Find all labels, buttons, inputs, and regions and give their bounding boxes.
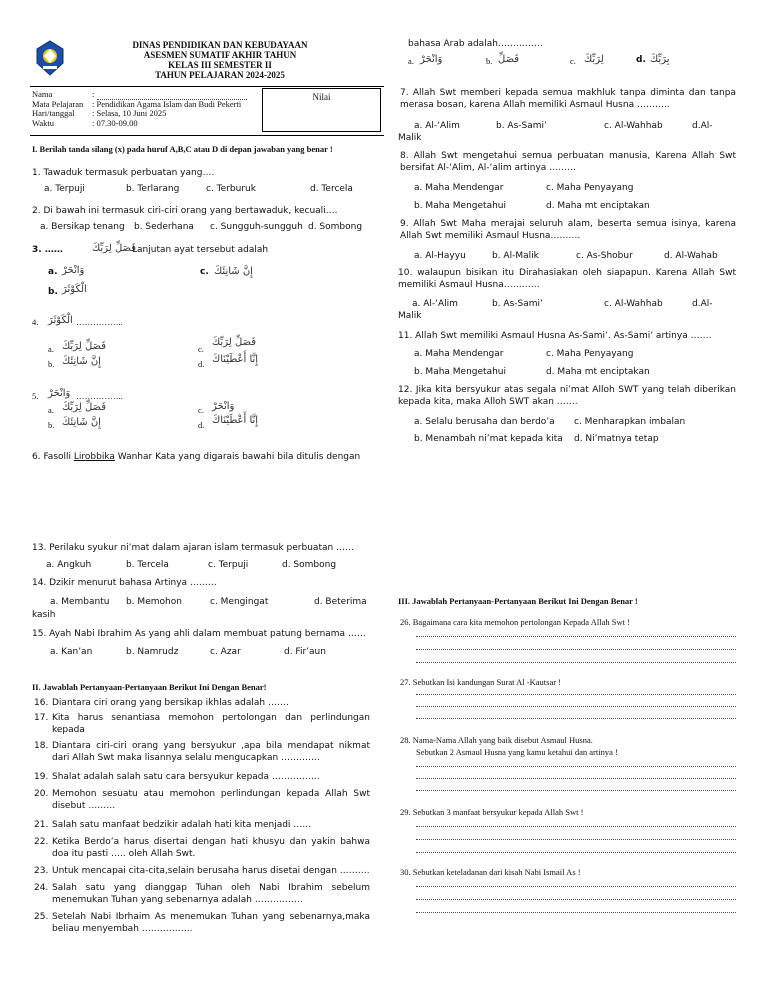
q4-option-a[interactable]: a.: [48, 344, 54, 354]
essay-text: Memohon sesuatu atau memohon perlindungan kepada Allah Swt disebut ………: [52, 789, 370, 811]
essay-item: [34, 883, 370, 912]
question-5-number: 5.: [32, 391, 39, 401]
q1-option-d[interactable]: d. Tercela: [310, 184, 353, 194]
q10-option-d-cont: Malik: [398, 311, 422, 321]
q11-option-a[interactable]: a. Maha Mendengar: [414, 349, 504, 359]
question-29: 29. Sebutkan 3 manfaat bersyukur kepada Allah Swt !: [400, 807, 584, 817]
question-26: 26. Bagaimana cara kita memohon pertolongan Kepada Allah Swt !: [400, 617, 630, 627]
q7-option-c[interactable]: c. Al-Wahhab: [604, 121, 663, 131]
q15-option-a[interactable]: a. Kan’an: [50, 647, 93, 657]
question-8: 8. Allah Swt mengetahui semua perbuatan manusia, Karena Allah Swt bersifat Al-‘Alim, Al-‘alim artinya ………: [400, 151, 736, 173]
essay-text: Ketika Berdo’a harus disertai dengan hati khusyu dan yakin bahwa doa itu pasti ….. oleh Allah Swt.: [52, 837, 370, 859]
essay-item: [34, 713, 370, 741]
q4-option-b-arabic: إِنَّ شَانِئَكَ: [62, 356, 101, 367]
q9-option-b[interactable]: b. Al-Malik: [492, 251, 539, 261]
q10-option-b[interactable]: b. As-Sami’: [492, 299, 543, 309]
q7-option-b[interactable]: b. As-Sami’: [496, 121, 547, 131]
q14-option-c[interactable]: c. Mengingat: [210, 597, 269, 607]
answer-lines-27[interactable]: [416, 694, 736, 719]
q6-underlined-word: Lirobbika: [73, 452, 115, 462]
question-6-cont: bahasa Arab adalah……………: [408, 39, 543, 49]
q5-option-c[interactable]: c.: [198, 405, 204, 415]
essay-text: Salah satu manfaat bedzikir adalah hati kita menjadi ……: [52, 820, 312, 830]
question-4-number: 4.: [32, 317, 39, 327]
q6-option-a[interactable]: a.: [408, 56, 414, 66]
q14-option-b[interactable]: b. Memohon: [126, 597, 182, 607]
question-1: 1. Tawaduk termasuk perbuatan yang….: [32, 168, 215, 178]
q8-option-b[interactable]: b. Maha Mengetahui: [414, 201, 507, 211]
question-6: [32, 451, 360, 463]
answer-lines-29[interactable]: [416, 826, 736, 853]
q1-option-a[interactable]: a. Terpuji: [44, 184, 85, 194]
q4-option-b[interactable]: b.: [48, 359, 55, 369]
question-15: 15. Ayah Nabi Ibrahim As yang ahli dalam membuat patung bernama ……: [32, 629, 366, 639]
info-values: [92, 90, 247, 128]
q6-option-d-arabic: بِرَبِّكَ: [650, 54, 670, 65]
q6-option-d[interactable]: d.: [636, 55, 646, 65]
q4-option-c-arabic: فَصَلِّ لِرَبِّكَ: [212, 337, 256, 348]
hari-value: : Selasa, 10 Juni 2025: [92, 108, 167, 118]
essay-item: [34, 912, 370, 941]
q6-option-c[interactable]: c.: [570, 56, 576, 66]
essay-item: [34, 698, 370, 713]
q5-option-d[interactable]: d.: [198, 420, 205, 430]
nilai-box[interactable]: [262, 88, 381, 132]
essay-item: [34, 741, 370, 772]
q14-option-a[interactable]: a. Membantu: [50, 597, 110, 607]
q3-option-c[interactable]: c.: [200, 267, 209, 277]
answer-lines-30[interactable]: [416, 886, 736, 913]
q13-option-a[interactable]: a. Angkuh: [46, 560, 92, 570]
q4-blank: ……………..: [76, 317, 123, 327]
essay-number: 20.: [34, 789, 49, 799]
essay-number: 25.: [34, 912, 49, 922]
q5-option-b-arabic: إِنَّ شَانِئَكَ: [62, 417, 101, 428]
question-12: 12. Jika kita bersyukur atas segala ni’mat Alloh SWT yang telah diberikan kepada kita, maka Alloh SWT akan …….: [398, 385, 736, 407]
essay-text: Diantara ciri orang yang bersikap ikhlas adalah …….: [52, 698, 289, 708]
q6-option-b-arabic: فَصَلِّ: [498, 54, 520, 65]
q8-option-c[interactable]: c. Maha Penyayang: [546, 183, 634, 193]
section-3-title: III. Jawablah Pertanyaan-Pertanyaan Berikut Ini Dengan Benar !: [398, 596, 638, 606]
question-27: 27. Sebutkan Isi kandungan Surat Al -Kautsar !: [400, 677, 561, 687]
question-30: 30. Sebutkan keteladanan dari kisah Nabi Ismail As !: [400, 867, 581, 877]
question-14: 14. Dzikir menurut bahasa Artinya ………: [32, 578, 217, 588]
question-11: 11. Allah Swt memiliki Asmaul Husna As-Sami’. As-Sami’ artinya …….: [398, 331, 712, 341]
q2-option-c[interactable]: c. Sungguh-sungguh: [210, 222, 303, 232]
q9-option-d[interactable]: d. Al-Wahab: [664, 251, 718, 261]
q15-option-c[interactable]: c. Azar: [210, 647, 241, 657]
q10-option-c[interactable]: c. Al-Wahhab: [604, 299, 663, 309]
q6-option-c-arabic: لِرَبِّكَ: [584, 54, 604, 65]
question-2: 2. Di bawah ini termasuk ciri-ciri orang yang bertawaduk, kecuali….: [32, 206, 338, 216]
essay-text: Setelah Nabi Ibrhaim As menemukan Tuhan yang sebenarnya,maka beliau menyembah ……………..: [52, 912, 370, 934]
essay-number: 23.: [34, 866, 49, 876]
question-10: 10. walaupun bisikan itu Dirahasiakan oleh siapapun. Karena Allah Swt memiliki Asmaul Husna…………: [398, 268, 736, 290]
question-9: 9. Allah Swt Maha merajai seluruh alam, beserta semua isinya, karena Allah Swt memiliki Asmaul Husna……….: [400, 219, 736, 241]
essay-number: 16.: [34, 698, 49, 708]
question-3: Lanjutan ayat tersebut adalah: [132, 245, 269, 255]
info-labels: [32, 90, 83, 128]
q5-option-d-arabic: إِنَّا أَعْطَيْنَاكَ: [212, 415, 259, 426]
essay-number: 21.: [34, 820, 49, 830]
q13-option-c[interactable]: c. Terpuji: [208, 560, 249, 570]
q2-option-a[interactable]: a. Bersikap tenang: [40, 222, 125, 232]
q13-option-d[interactable]: d. Sombong: [282, 560, 337, 570]
section-1-title: I. Berilah tanda silang (x) pada huruf A,B,C atau D di depan jawaban yang benar !: [32, 144, 333, 154]
q3-option-b-arabic: الْكَوْثَرَ: [62, 284, 87, 295]
q14-option-d[interactable]: d. Beterima: [314, 597, 367, 607]
essay-item: [34, 789, 370, 820]
q2-option-b[interactable]: b. Sederhana: [134, 222, 194, 232]
q5-option-c-arabic: وَانْحَرْ: [212, 401, 235, 412]
q6-post: Wanhar Kata yang digarais bawahi bila ditulis dengan: [114, 452, 361, 462]
q3-arabic: فَصَلِّ لِرَبِّكَ: [92, 243, 136, 254]
q4-option-a-arabic: فَصَلِّ لِرَبِّكَ: [62, 341, 106, 352]
q11-option-d[interactable]: d. Maha mt enciptakan: [546, 367, 650, 377]
section-2-title: II. Jawablah Pertanyaan-Pertanyaan Berikut Ini Dengan Benar!: [32, 682, 267, 692]
mapel-value: : Pendidikan Agama Islam dan Budi Pekerti: [92, 98, 242, 109]
q11-option-b[interactable]: b. Maha Mengetahui: [414, 367, 507, 377]
q4-option-d[interactable]: d.: [198, 359, 205, 369]
essay-item: [34, 820, 370, 837]
answer-lines-26[interactable]: [416, 636, 736, 663]
essay-text: Shalat adalah salah satu cara bersyukur kepada …………….: [52, 772, 320, 782]
q1-option-b[interactable]: b. Terlarang: [126, 184, 180, 194]
q13-option-b[interactable]: b. Tercela: [126, 560, 169, 570]
waktu-label: Waktu: [32, 117, 54, 128]
header-line-1: DINAS PENDIDIKAN DAN KEBUDAYAAN: [132, 40, 308, 50]
hari-label: Hari/tanggal: [32, 108, 75, 118]
essay-number: 17.: [34, 713, 49, 723]
q9-option-c[interactable]: c. As-Shobur: [576, 251, 633, 261]
q12-option-d[interactable]: d. Ni’matnya tetap: [574, 434, 659, 444]
q2-option-d[interactable]: d. Sombong: [308, 222, 363, 232]
q4-option-c[interactable]: c.: [198, 344, 204, 354]
q4-option-d-arabic: إِنَّا أَعْطَيْنَاكَ: [212, 354, 259, 365]
question-28: 28. Nama-Nama Allah yang baik disebut Asmaul Husna.: [400, 735, 593, 745]
q12-option-c[interactable]: c. Menharapkan imbalan: [574, 417, 686, 427]
q6-option-b[interactable]: b.: [486, 56, 493, 66]
q10-option-a[interactable]: a. Al-‘Alim: [412, 299, 458, 309]
header-line-3: KELAS III SEMESTER II: [168, 60, 272, 70]
essay-item: [34, 772, 370, 789]
q3-option-c-arabic: إِنَّ شَانِئَكَ: [214, 266, 253, 277]
q15-option-b[interactable]: b. Namrudz: [126, 647, 179, 657]
q3-option-a-arabic: وَانْحَرْ: [62, 265, 85, 276]
q15-option-d[interactable]: d. Fir’aun: [284, 647, 326, 657]
q12-option-a[interactable]: a. Selalu berusaha dan berdo’a: [414, 417, 555, 427]
q7-option-a[interactable]: a. Al-‘Alim: [414, 121, 460, 131]
nilai-label: Nilai: [312, 92, 331, 102]
header-line-4: TAHUN PELAJARAN 2024-2025: [155, 70, 285, 80]
q1-option-c[interactable]: c. Terburuk: [206, 184, 256, 194]
q5-option-a[interactable]: a.: [48, 405, 54, 415]
essay-item: [34, 866, 370, 883]
essay-text: Kita harus senantiasa memohon pertolongan dan perlindungan kepada: [52, 713, 370, 735]
q12-option-b[interactable]: b. Menambah ni’mat kepada kita: [414, 434, 563, 444]
essay-number: 24.: [34, 883, 49, 893]
q9-option-a[interactable]: a. Al-Hayyu: [414, 251, 466, 261]
essay-text: Untuk mencapai cita-cita,selain berusaha harus disetai dengan ……….: [52, 866, 370, 876]
q5-option-b[interactable]: b.: [48, 420, 55, 430]
essay-text: Diantara ciri-ciri orang yang bersyukur ,apa bila mendapat nikmat dari Allah Swt maka lisannya selalu mengucapkan ………….: [52, 741, 370, 763]
essay-item: [34, 837, 370, 866]
q14-option-d-cont: kasih: [32, 610, 56, 620]
q7-option-d-cont: Malik: [398, 133, 422, 143]
q10-option-d[interactable]: d.Al-: [692, 299, 713, 309]
question-3-number: 3. ……: [32, 245, 63, 255]
mapel-label: Mata Pelajaran: [32, 98, 84, 109]
q3-option-b[interactable]: b.: [48, 287, 58, 297]
waktu-value: : 07.30-09.00: [92, 117, 138, 128]
q5-blank: ……………..: [76, 391, 123, 401]
q5-arabic: وَانْحَرْ: [48, 388, 71, 399]
nama-value: :: [92, 89, 95, 99]
q11-option-c[interactable]: c. Maha Penyayang: [546, 349, 634, 359]
question-13: 13. Perilaku syukur ni’mat dalam ajaran islam termasuk perbuatan ……: [32, 543, 355, 553]
header: [60, 40, 380, 80]
q8-option-a[interactable]: a. Maha Mendengar: [414, 183, 504, 193]
q6-option-a-arabic: وَانْحَرْ: [420, 54, 443, 65]
essay-number: 18.: [34, 741, 49, 751]
q8-option-d[interactable]: d. Maha mt enciptakan: [546, 201, 650, 211]
nama-label: Nama: [32, 89, 53, 99]
essay-number: 19.: [34, 772, 49, 782]
q3-option-a[interactable]: a.: [48, 267, 58, 277]
question-28-line-2: Sebutkan 2 Asmaul Husna yang kamu ketahui dan artinya !: [416, 747, 618, 757]
q5-option-a-arabic: فَصَلِّ لِرَبِّكَ: [62, 402, 106, 413]
essay-number: 22.: [34, 837, 49, 847]
q7-option-d[interactable]: d.Al-: [692, 121, 713, 131]
answer-lines-28[interactable]: [416, 766, 736, 791]
q6-pre: 6. Fasolli: [32, 452, 74, 462]
question-7: 7. Allah Swt memberi kepada semua makhluk tanpa diminta dan tanpa merasa bosan, karena Allah memiliki Asmaul Husna ………..: [400, 88, 736, 110]
essay-text: Salah satu yang dianggap Tuhan oleh Nabi Ibrahim sebelum menemukan Tuhan yang sebenarnya adalah …………….: [52, 883, 370, 905]
essay-list-2: [34, 698, 370, 941]
header-line-2: ASESMEN SUMATIF AKHIR TAHUN: [143, 50, 297, 60]
q4-arabic: الْكَوْثَرَ: [48, 315, 73, 326]
